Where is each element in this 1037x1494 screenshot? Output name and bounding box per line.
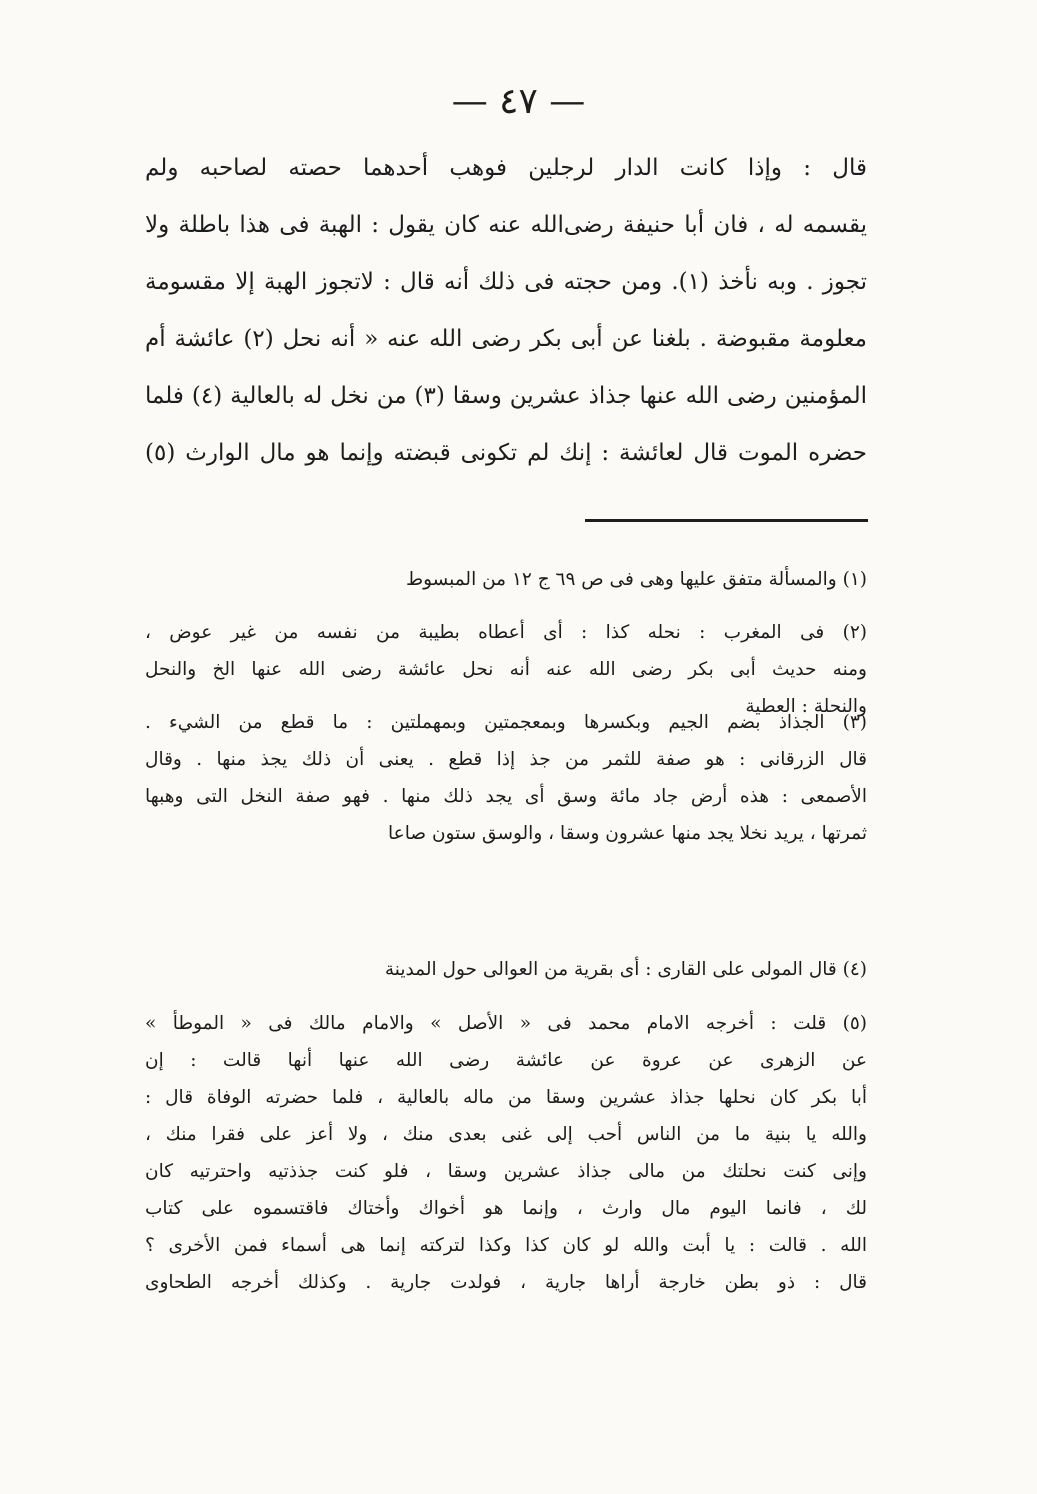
text-line: قال : وإذا كانت الدار لرجلين فوهب أحدهما حصته لصاحبه ولم <box>145 155 867 181</box>
footnote-line: قال الزرقانى : هو صفة للثمر من جذ إذا قطع . يعنى أن ذلك يجذ منها . وقال <box>145 749 867 770</box>
footnote-line: ثمرتها ، يريد نخلا يجد منها عشرون وسقا ، والوسق ستون صاعا <box>388 823 867 844</box>
footnote-1 <box>145 561 867 598</box>
text-line: حضره الموت قال لعائشة : إنك لم تكونى قبضته وإنما هو مال الوارث (٥) <box>145 440 867 466</box>
footnote-line: أبا بكر كان نحلها جذاذ عشرين وسقا من ماله بالعالية ، فلما حضرته الوفاة قال : <box>145 1087 867 1108</box>
text-line: المؤمنين رضى الله عنها جذاذ عشرين وسقا (٣) من نخل له بالعالية (٤) فلما <box>145 383 867 409</box>
footnote-5 <box>145 1005 867 1301</box>
footnote-line: (١) والمسألة متفق عليها وهى فى ص ٦٩ ج ١٢ من المبسوط <box>405 569 867 590</box>
text-line: تجوز . وبه نأخذ (١). ومن حجته فى ذلك أنه قال : لاتجوز الهبة إلا مقسومة <box>145 269 867 295</box>
footnote-line: (٥) قلت : أخرجه الامام محمد فى « الأصل » والامام مالك فى « الموطأ » <box>145 1013 867 1034</box>
footnote-line: والنحلة : العطية <box>745 696 867 717</box>
footnote-line: الله . قالت : يا أبت والله لو كان كذا وكذا لتركته إنما هى أسماء فمن الأخرى ؟ <box>145 1235 867 1256</box>
text-line: معلومة مقبوضة . بلغنا عن أبى بكر رضى الله عنه « أنه نحل (٢) عائشة أم <box>145 326 867 352</box>
footnote-line: والله يا بنية ما من الناس أحب إلى غنى بعدى منك ، ولا أعز على فقرا منك ، <box>145 1124 867 1145</box>
footnote-line: قال : ذو بطن خارجة أراها جارية ، فولدت جارية . وكذلك أخرجه الطحاوى <box>145 1272 867 1293</box>
footnote-line: الأصمعى : هذه أرض جاد مائة وسق أى يجد ذلك منها . فهو صفة النخل التى وهبها <box>145 786 867 807</box>
footnote-3 <box>145 704 867 852</box>
footnote-line: (٢) فى المغرب : نحله كذا : أى أعطاه بطيبة من نفسه من غير عوض ، <box>145 622 867 643</box>
main-text <box>145 140 867 482</box>
footnote-line: (٤) قال المولى على القارى : أى بقرية من العوالى حول المدينة <box>384 959 867 980</box>
footnote-line: عن الزهرى عن عروة عن عائشة رضى الله عنها أنها قالت : إن <box>145 1050 867 1071</box>
footnote-line: لك ، فانما اليوم مال وارث ، وإنما هو أخواك وأختاك فاقتسموه على كتاب <box>145 1198 867 1219</box>
text-line: يقسمه له ، فان أبا حنيفة رضى‌الله عنه كان يقول : الهبة فى هذا باطلة ولا <box>145 212 867 238</box>
footnote-line: وإنى كنت نحلتك من مالى جذاذ عشرين وسقا ، فلو كنت جذذتيه واحترتيه كان <box>145 1161 867 1182</box>
footnote-4 <box>145 951 867 988</box>
footnote-line: ومنه حديث أبى بكر رضى الله عنه أنه نحل عائشة رضى الله عنها الخ والنحل <box>145 659 867 680</box>
footnote-line: (٣) الجذاذ بضم الجيم وبكسرها وبمعجمتين وبمهملتين : ما قطع من الشيء . <box>145 712 867 733</box>
footnote-separator <box>585 519 868 522</box>
page-number: — ٤٧ — <box>451 81 586 122</box>
